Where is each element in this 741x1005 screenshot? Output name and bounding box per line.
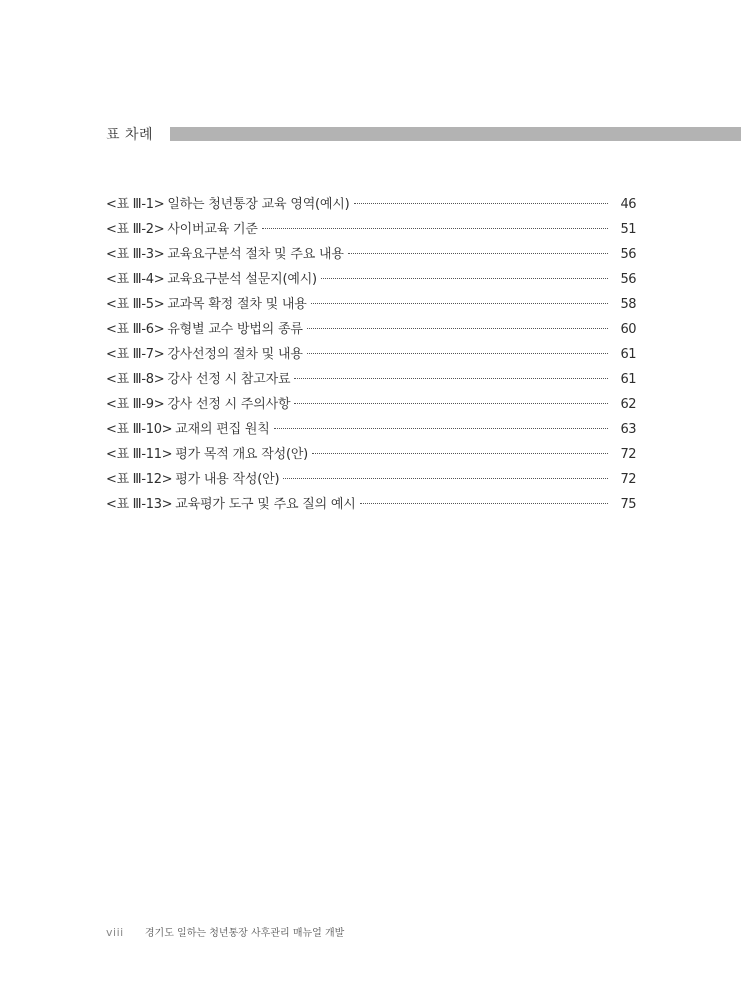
toc-entry-title: 유형별 교수 방법의 종류 [167, 322, 303, 337]
toc-entry-page: 51 [620, 222, 636, 237]
page-title: 표 차례 [106, 127, 154, 143]
header-rule-bar [170, 127, 741, 141]
toc-entry[interactable] [106, 393, 636, 418]
toc-entry-page: 63 [620, 422, 636, 437]
toc-entry-label: <표 Ⅲ-9> [106, 397, 165, 412]
toc-entry-title: 사이버교육 기준 [167, 222, 258, 237]
dot-leader [307, 353, 608, 354]
toc-entry-label: <표 Ⅲ-3> [106, 247, 165, 262]
toc-entry-page: 56 [620, 272, 636, 287]
footer-title: 경기도 일하는 청년통장 사후관리 매뉴얼 개발 [144, 928, 345, 939]
toc-entry-title: 교육요구분석 절차 및 주요 내용 [167, 247, 344, 262]
toc-entry[interactable] [106, 468, 636, 493]
page-footer [106, 924, 344, 939]
toc-entry-title: 교과목 확정 절차 및 내용 [167, 297, 307, 312]
toc-entry[interactable] [106, 343, 636, 368]
toc-entry-page: 61 [620, 347, 636, 362]
toc-entry[interactable] [106, 368, 636, 393]
toc-entry-page: 58 [620, 297, 636, 312]
toc-entry-page: 60 [620, 322, 636, 337]
toc-entry[interactable] [106, 193, 636, 218]
toc-entry[interactable] [106, 443, 636, 468]
toc-entry-page: 72 [620, 447, 636, 462]
toc-entry-label: <표 Ⅲ-13> [106, 497, 173, 512]
toc-entry[interactable] [106, 218, 636, 243]
dot-leader [354, 203, 608, 204]
toc-entry-page: 61 [620, 372, 636, 387]
dot-leader [283, 478, 608, 479]
toc-entry-page: 56 [620, 247, 636, 262]
toc-entry-label: <표 Ⅲ-6> [106, 322, 165, 337]
toc-entry-label: <표 Ⅲ-10> [106, 422, 173, 437]
dot-leader [294, 378, 608, 379]
dot-leader [294, 403, 608, 404]
dot-leader [307, 328, 608, 329]
toc-entry-label: <표 Ⅲ-2> [106, 222, 165, 237]
toc-entry-title: 평가 목적 개요 작성(안) [175, 447, 309, 462]
toc-entry[interactable] [106, 418, 636, 443]
toc-entry-label: <표 Ⅲ-4> [106, 272, 165, 287]
toc-entry-page: 46 [620, 197, 636, 212]
toc-entry[interactable] [106, 493, 636, 518]
toc-entry-label: <표 Ⅲ-1> [106, 197, 165, 212]
toc-entry[interactable] [106, 318, 636, 343]
toc-entry-title: 강사 선정 시 주의사항 [167, 397, 291, 412]
toc-entry-label: <표 Ⅲ-8> [106, 372, 165, 387]
toc-entry-page: 75 [620, 497, 636, 512]
toc-entry-label: <표 Ⅲ-7> [106, 347, 165, 362]
toc-entry-title: 일하는 청년통장 교육 영역(예시) [167, 197, 350, 212]
table-of-contents [106, 193, 636, 518]
toc-entry[interactable] [106, 268, 636, 293]
toc-entry-page: 62 [620, 397, 636, 412]
toc-entry-title: 평가 내용 작성(안) [175, 472, 280, 487]
dot-leader [321, 278, 608, 279]
toc-entry-label: <표 Ⅲ-5> [106, 297, 165, 312]
footer-page-number: viii [106, 926, 124, 939]
toc-entry-title: 강사 선정 시 참고자료 [167, 372, 291, 387]
toc-entry[interactable] [106, 293, 636, 318]
dot-leader [274, 428, 608, 429]
section-header [0, 125, 741, 145]
toc-entry-title: 강사선정의 절차 및 내용 [167, 347, 303, 362]
toc-entry-label: <표 Ⅲ-11> [106, 447, 173, 462]
toc-entry[interactable] [106, 243, 636, 268]
dot-leader [311, 303, 608, 304]
toc-entry-title: 교재의 편집 원칙 [175, 422, 270, 437]
dot-leader [312, 453, 608, 454]
toc-entry-title: 교육요구분석 설문지(예시) [167, 272, 317, 287]
toc-entry-label: <표 Ⅲ-12> [106, 472, 173, 487]
toc-entry-title: 교육평가 도구 및 주요 질의 예시 [175, 497, 356, 512]
dot-leader [348, 253, 608, 254]
dot-leader [360, 503, 608, 504]
dot-leader [262, 228, 608, 229]
toc-entry-page: 72 [620, 472, 636, 487]
